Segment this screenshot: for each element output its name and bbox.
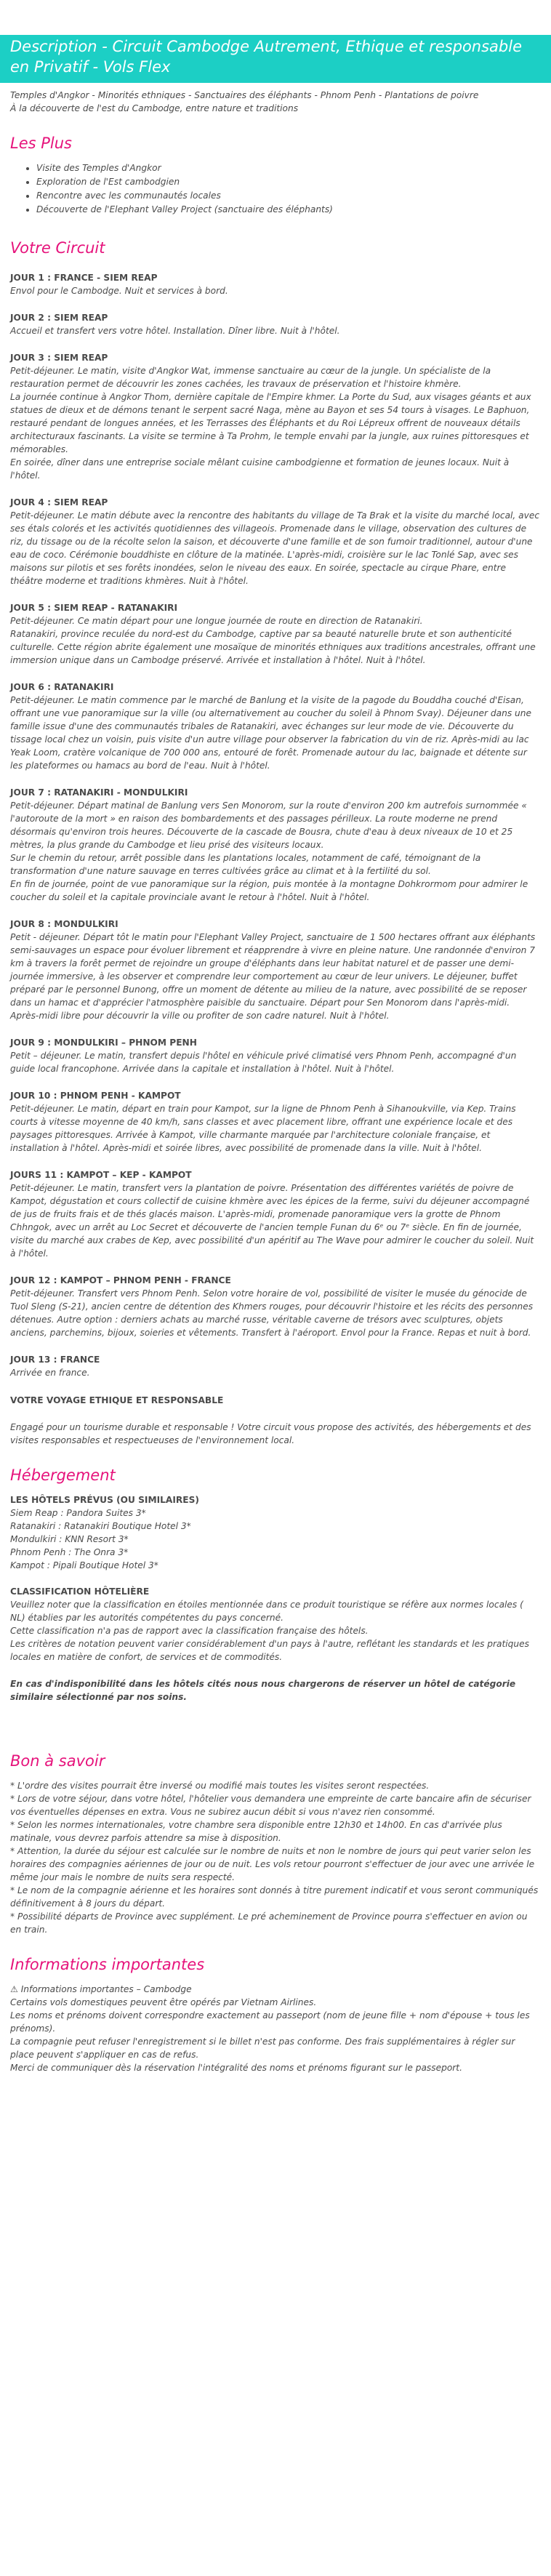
- section-heading-plus: Les Plus: [10, 135, 72, 152]
- subtitle-line: À la découverte de l'est du Cambodge, entre nature et traditions: [10, 103, 299, 113]
- day-block: [10, 786, 541, 904]
- main-content: [0, 89, 551, 2074]
- day-title: JOUR 12 : KAMPOT – PHNOM PENH - FRANCE: [10, 1275, 231, 1285]
- subtitle-line: Temples d'Angkor - Minorités ethniques - Sanctuaires des éléphants - Phnom Penh - Plantations de poivre: [10, 90, 479, 100]
- info-line: * Possibilité départs de Province avec supplément. Le pré acheminement de Province pourra s'effectuer en avion ou en train.: [10, 1911, 528, 1935]
- day-block: [10, 681, 541, 772]
- day-title: JOUR 4 : SIEM REAP: [10, 497, 108, 507]
- day-description: Arrivée en france.: [10, 1368, 90, 1378]
- day-description: Accueil et transfert vers votre hôtel. Installation. Dîner libre. Nuit à l'hôtel.: [10, 326, 340, 336]
- day-description: Petit - déjeuner. Départ tôt le matin pour l'Elephant Valley Project, sanctuaire de 1 500 hectares offrant aux éléphants semi-sauvages un espace pour évoluer librement et réapprendre à vivre en pleine nature. Une randonnée d'environ 7 km à travers la forêt permet de rejoindre un groupe d'éléphants dans leur habitat naturel et de passer une demi-journée immersive, à les observer et comprendre leur comportement au cœur de leur univers. Le déjeuner, buffet préparé par le personnel Bunong, offre un moment de détente au milieu de la nature, avec possibilité de se reposer dans un hamac et d'apprécier l'atmosphère paisible du sanctuaire. Départ pour Sen Monorom dans l'après-midi. Après-midi libre pour découvrir la ville ou profiter de son cadre naturel. Nuit à l'hôtel.: [10, 932, 536, 1021]
- day-block: [10, 1353, 541, 1379]
- subtitle: [10, 89, 541, 115]
- info-line: * Le nom de la compagnie aérienne et les horaires sont donnés à titre purement indicatif et vous seront communiqués définitivement à 8 jours du départ.: [10, 1885, 539, 1909]
- hotel-item: Ratanakiri : Ratanakiri Boutique Hotel 3*: [10, 1521, 191, 1531]
- list-item: • Exploration de l'Est cambodgien: [36, 175, 541, 189]
- classification-line: Les critères de notation peuvent varier considérablement d'un pays à l'autre, reflétant les standards et les pratiques locales en matière de confort, de services et de commodités.: [10, 1639, 529, 1662]
- ethic-text: Engagé pour un tourisme durable et responsable ! Votre circuit vous propose des activités, des hébergements et des visites responsables et respectueuses de l'environnement local.: [10, 1422, 531, 1445]
- day-description: Petit-déjeuner. Le matin, transfert vers la plantation de poivre. Présentation des différentes variétés de poivre de Kampot, dégustation et cours collectif de cuisine khmère avec les épices de la ferme, suivi du déjeuner accompagné de jus de fruits frais et de thés glacés maison. L'après-midi, promenade panoramique vers la grotte de Phnom Chhngok, avec un arrêt au Loc Secret et découverte de l'ancien temple Funan du 6ᵉ ou 7ᵉ siècle. En fin de journée, visite du marché aux crabes de Kep, avec possibilité d'un apéritif au The Wave pour admirer le coucher du soleil. Nuit à l'hôtel.: [10, 1183, 534, 1259]
- day-description: Petit-déjeuner. Le matin commence par le marché de Banlung et la visite de la pagode du Bouddha couché d'Eisan, offrant une vue panoramique sur la ville (ou alternativement au coucher du soleil à Phnom Svay). Déjeuner dans une famille issue d'une des communautés tribales de Ratanakiri, avec échanges sur leur mode de vie. Découverte du tissage local chez un voisin, puis visite d'un autre village pour observer la fabrication du vin de riz. Après-midi au lac Yeak Loom, cratère volcanique de 700 000 ans, entouré de forêt. Promenade autour du lac, baignade et détente sur les plateformes ou hamacs au bord de l'eau. Nuit à l'hôtel.: [10, 695, 531, 771]
- info-line: La compagnie peut refuser l'enregistrement si le billet n'est pas conforme. Des frais supplémentaires à régler sur place peuvent s'appliquer en cas de refus.: [10, 2037, 515, 2060]
- day-title: JOUR 5 : SIEM REAP - RATANAKIRI: [10, 603, 178, 613]
- day-block: [10, 271, 541, 297]
- day-title: JOUR 3 : SIEM REAP: [10, 353, 108, 363]
- day-description: Petit-déjeuner. Le matin, départ en train pour Kampot, sur la ligne de Phnom Penh à Sihanoukville, via Kep. Trains courts à vitesse moyenne de 40 km/h, sans classes et avec placement libre, offrant une expérience locale et des paysages pittoresques. Arrivée à Kampot, ville charmante marquée par l'architecture coloniale française, et installation à l'hôtel. Après-midi et soirée libres, avec possibilité de promenade dans la ville. Nuit à l'hôtel.: [10, 1104, 516, 1153]
- day-block: [10, 351, 541, 482]
- itinerary: [10, 271, 541, 1379]
- day-block: [10, 311, 541, 337]
- day-description: Petit-déjeuner. Transfert vers Phnom Penh. Selon votre horaire de vol, possibilité de visiter le musée du génocide de Tuol Sleng (S-21), ancien centre de détention des Khmers rouges, pour découvrir l'histoire et les récits des personnes détenues. Autre option : derniers achats au marché russe, véritable caverne de trésors avec sculptures, objets anciens, parchemins, bijoux, soieries et vêtements. Transfert à l'aéroport. Envol pour la France. Repas et nuit à bord.: [10, 1288, 534, 1338]
- page: [0, 35, 551, 2074]
- info-line: ⚠ Informations importantes – Cambodge: [10, 1984, 192, 1994]
- day-title: JOUR 7 : RATANAKIRI - MONDULKIRI: [10, 787, 188, 798]
- day-title: JOUR 8 : MONDULKIRI: [10, 919, 118, 929]
- info-line: Les noms et prénoms doivent correspondre exactement au passeport (nom de jeune fille + nom d'épouse + tous les prénoms).: [10, 2010, 530, 2034]
- day-description: Petit-déjeuner. Départ matinal de Banlung vers Sen Monorom, sur la route d'environ 200 km autrefois surnommée « l'autoroute de la mort » en raison des bombardements et des passages périlleux. La route moderne ne prend désormais qu'environ trois heures. Découverte de la cascade de Bousra, chute d'eau à deux niveaux de 10 et 25 mètres, la plus grande du Cambodge et lieu prisé des visiteurs locaux. Sur le chemin du retour, arrêt possible dans les plantations locales, notamment de café, témoignant de la transformation d'une nature sauvage en terres cultivées grâce au climat et à la fertilité du sol. En fin de journée, point de vue panoramique sur la région, puis montée à la montagne Dohkrormom pour admirer le coucher du soleil et la capitale provinciale avant le retour à l'hôtel. Nuit à l'hôtel.: [10, 801, 528, 902]
- info-line: Merci de communiquer dès la réservation l'intégralité des noms et prénoms figurant sur le passeport.: [10, 2063, 462, 2073]
- hotel-item: Siem Reap : Pandora Suites 3*: [10, 1508, 146, 1518]
- day-description: Petit-déjeuner. Le matin, visite d'Angkor Wat, immense sanctuaire au cœur de la jungle. Un spécialiste de la restauration permet de découvrir les zones cachées, les travaux de préservation et l'histoire khmère. La journée continue à Angkor Thom, dernière capitale de l'Empire khmer. La Porte du Sud, aux visages géants et aux statues de dieux et de démons tenant le serpent sacré Naga, mène au Bayon et ses 54 tours à visages. Le Baphuon, restauré pendant de longues années, et les Terrasses des Éléphants et du Roi Lépreux offrent de nouveaux détails architecturaux fascinants. La visite se termine à Ta Prohm, le temple envahi par la jungle, aux ruines pittoresques et mémorables. En soirée, dîner dans une entreprise sociale mêlant cuisine cambodgienne et formation de jeunes locaux. Nuit à l'hôtel.: [10, 366, 531, 481]
- hotel-item: Mondulkiri : KNN Resort 3*: [10, 1534, 129, 1544]
- availability-notice: En cas d'indisponibilité dans les hôtels cités nous nous chargerons de réserver un hôtel de catégorie similaire sélectionné par nos soins.: [10, 1679, 516, 1702]
- info-line: * Selon les normes internationales, votre chambre sera disponible entre 12h30 et 14h00. En cas d'arrivée plus matinale, vous devrez parfois attendre sa mise à disposition.: [10, 1820, 502, 1843]
- day-block: [10, 496, 541, 587]
- plus-list: [10, 161, 541, 217]
- day-block: [10, 601, 541, 667]
- day-description: Petit – déjeuner. Le matin, transfert depuis l'hôtel en véhicule privé climatisé vers Phnom Penh, accompagné d'un guide local francophone. Arrivée dans la capitale et installation à l'hôtel. Nuit à l'hôtel.: [10, 1051, 517, 1074]
- day-title: JOURS 11 : KAMPOT – KEP - KAMPOT: [10, 1170, 192, 1180]
- list-item: • Découverte de l'Elephant Valley Project (sanctuaire des éléphants): [36, 203, 541, 217]
- info-line: * Lors de votre séjour, dans votre hôtel, l'hôtelier vous demandera une empreinte de carte bancaire afin de sécuriser vos éventuelles dépenses en extra. Vous ne subirez aucun débit si vous n'avez rien consommé.: [10, 1794, 531, 1817]
- infos-text: [10, 1983, 541, 2074]
- day-block: [10, 1168, 541, 1260]
- classification-line: Cette classification n'a pas de rapport avec la classification française des hôtels.: [10, 1626, 369, 1636]
- section-heading-hebergement: Hébergement: [10, 1466, 116, 1484]
- info-line: Certains vols domestiques peuvent être opérés par Vietnam Airlines.: [10, 1997, 317, 2007]
- info-line: * Attention, la durée du séjour est calculée sur le nombre de nuits et non le nombre de jours qui peut varier selon les horaires des compagnies aériennes de jour ou de nuit. Les vols retour pourront s'effectuer de jour avec une arrivée le même jour mais le nombre de nuits sera respecté.: [10, 1846, 535, 1882]
- bon-a-savoir-text: [10, 1779, 541, 1936]
- day-description: Petit-déjeuner. Ce matin départ pour une longue journée de route en direction de Ratanakiri. Ratanakiri, province reculée du nord-est du Cambodge, captive par sa beauté naturelle brute et son authenticité culturelle. Cette région abrite également une mosaïque de minorités ethniques aux traditions ancestrales, offrant une immersion unique dans un Cambodge préservé. Arrivée et installation à l'hôtel. Nuit à l'hôtel.: [10, 616, 536, 665]
- page-title: Description - Circuit Cambodge Autrement, Ethique et responsable en Privatif - Vols Flex: [0, 35, 551, 83]
- day-title: JOUR 13 : FRANCE: [10, 1355, 100, 1365]
- section-heading-circuit: Votre Circuit: [10, 239, 105, 257]
- day-block: [10, 1036, 541, 1075]
- day-title: JOUR 10 : PHNOM PENH - KAMPOT: [10, 1091, 181, 1101]
- classification-title: CLASSIFICATION HÔTELIÈRE: [10, 1586, 150, 1597]
- day-title: JOUR 9 : MONDULKIRI – PHNOM PENH: [10, 1038, 197, 1048]
- list-item: • Rencontre avec les communautés locales: [36, 189, 541, 203]
- hotel-item: Kampot : Pipali Boutique Hotel 3*: [10, 1560, 158, 1570]
- day-description: Envol pour le Cambodge. Nuit et services à bord.: [10, 286, 228, 296]
- day-title: JOUR 6 : RATANAKIRI: [10, 682, 114, 692]
- day-title: JOUR 1 : FRANCE - SIEM REAP: [10, 273, 158, 283]
- hotels-title: LES HÔTELS PRÉVUS (OU SIMILAIRES): [10, 1495, 199, 1505]
- day-block: [10, 1089, 541, 1155]
- day-title: JOUR 2 : SIEM REAP: [10, 313, 108, 323]
- classification-text: [10, 1598, 541, 1664]
- hotel-list: [10, 1506, 541, 1572]
- day-block: [10, 1274, 541, 1339]
- hotel-item: Phnom Penh : The Onra 3*: [10, 1547, 129, 1557]
- day-block: [10, 918, 541, 1022]
- day-description: Petit-déjeuner. Le matin débute avec la rencontre des habitants du village de Ta Brak et la visite du marché local, avec ses étals colorés et les activités quotidiennes des villageois. Promenade dans le village, observation des cultures de riz, du tissage ou de la récolte selon la saison, et découverte d'une famille et de son fumoir traditionnel, autour d'une eau de coco. Cérémonie bouddhiste en clôture de la matinée. L'après-midi, croisière sur le lac Tonlé Sap, avec ses maisons sur pilotis et ses forêts inondées, selon le niveau des eaux. En soirée, spectacle au cirque Phare, entre théâtre moderne et traditions khmères. Nuit à l'hôtel.: [10, 510, 540, 586]
- section-heading-infos: Informations importantes: [10, 1956, 205, 1973]
- info-line: * L'ordre des visites pourrait être inversé ou modifié mais toutes les visites seront respectées.: [10, 1781, 430, 1791]
- list-item: • Visite des Temples d'Angkor: [36, 161, 541, 175]
- ethic-title: VOTRE VOYAGE ETHIQUE ET RESPONSABLE: [10, 1395, 224, 1405]
- section-heading-bon-a-savoir: Bon à savoir: [10, 1752, 105, 1770]
- classification-line: Veuillez noter que la classification en étoiles mentionnée dans ce produit touristique se réfère aux normes locales ( NL) établies par les autorités compétentes du pays concerné.: [10, 1600, 523, 1623]
